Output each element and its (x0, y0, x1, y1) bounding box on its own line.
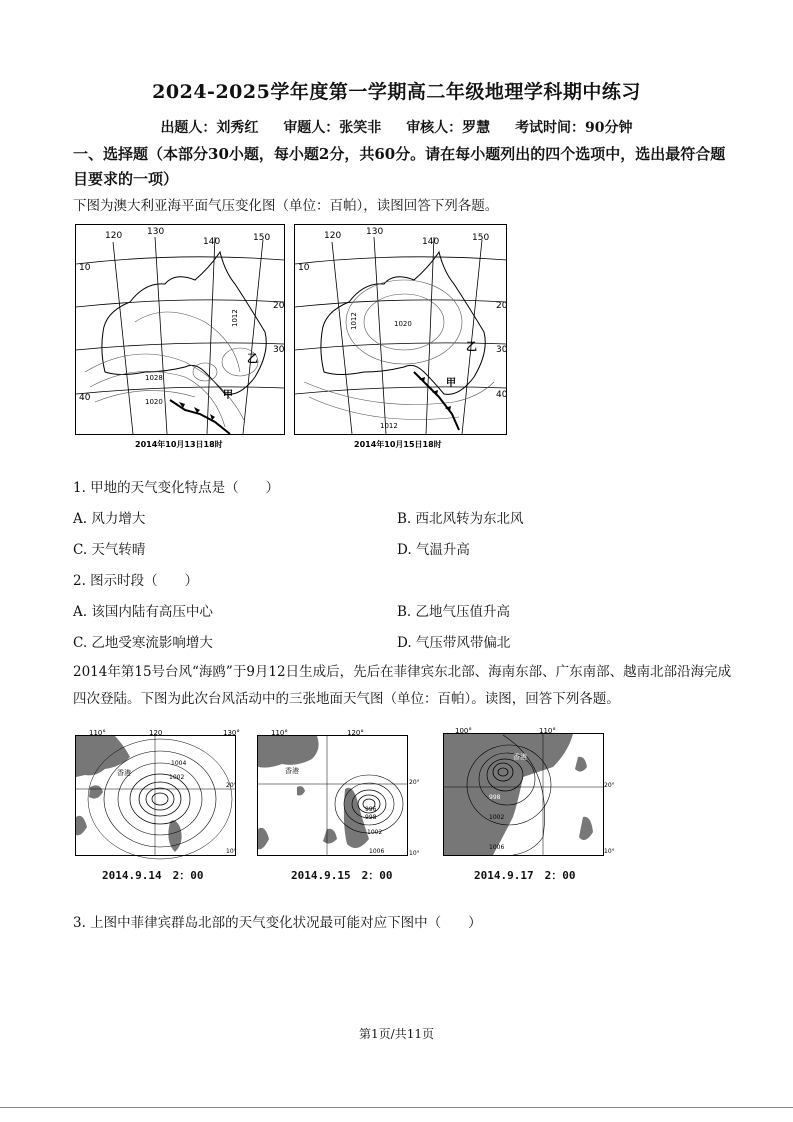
map-date: 2014年10月15日18时 (354, 440, 442, 449)
lon-label: 110° (539, 727, 556, 735)
lon-label: 120 (149, 729, 163, 737)
isobar-label: 998 (489, 794, 501, 801)
intro-paragraph-2: 2014年第15号台风“海鸥”于9月12日生成后，先后在菲律宾东北部、海南东部、广东南部、越南北部沿海完成四次登陆。下图为此次台风活动中的三张地面天气图（单位：百帕）。读图，回答下列各题。 (73, 664, 732, 707)
typhoon-map-0914 (75, 727, 241, 862)
lat-label: 10° (226, 848, 237, 855)
q1-option-a[interactable]: A. 风力增大 (73, 511, 146, 527)
page-number: 第1页/共11页 (359, 1027, 434, 1041)
q2-option-a[interactable]: A. 该国内陆有高压中心 (73, 604, 213, 620)
lon-label: 110° (89, 729, 106, 737)
lat-label: 10° (604, 848, 615, 855)
q2-option-d[interactable]: D. 气压带风带偏北 (397, 635, 511, 651)
lat-20: 20 (496, 301, 508, 311)
q2-option-c[interactable]: C. 乙地受寒流影响增大 (73, 635, 213, 651)
place-label: 香港 (285, 767, 299, 775)
lat-40: 40 (496, 390, 508, 400)
lon-label: 100° (455, 727, 472, 735)
lon-150: 150 (472, 233, 490, 243)
point-jia: 甲 (446, 378, 456, 389)
isobar-label: 1012 (380, 422, 398, 430)
lon-130: 130 (366, 227, 384, 237)
lon-140: 140 (422, 237, 440, 247)
isobar-label: 1002 (169, 774, 185, 781)
lon-150: 150 (253, 233, 271, 243)
isobar-label: 1012 (231, 309, 239, 327)
q1-option-c[interactable]: C. 天气转晴 (73, 542, 146, 558)
lat-label: 10° (409, 850, 420, 857)
page-title: 2024-2025学年度第一学期高二年级地理学科期中练习 (152, 81, 641, 103)
q1-option-b[interactable]: B. 西北风转为东北风 (397, 511, 524, 527)
isobar-label: 1002 (489, 814, 505, 821)
typhoon-caption-0914: 2014.9.14 2：00 (102, 869, 204, 882)
pressure-map-oct13 (75, 222, 285, 452)
author-line (0, 117, 793, 137)
point-yi: 乙 (247, 352, 258, 365)
lat-label: 20° (226, 782, 237, 789)
q1-option-d[interactable]: D. 气温升高 (397, 542, 470, 558)
typhoon-caption-0915: 2014.9.15 2：00 (291, 869, 393, 882)
lat-10: 10 (298, 263, 310, 273)
place-label: 香港 (513, 753, 527, 761)
question-2-stem: 2. 图示时段（ ） (73, 573, 199, 589)
isobar-label: 1020 (145, 398, 163, 406)
typhoon-map-0917 (443, 727, 613, 862)
q2-option-b[interactable]: B. 乙地气压值升高 (397, 604, 511, 620)
isobar-label: 1020 (394, 320, 412, 328)
pressure-map-oct15 (294, 222, 508, 452)
isobar-label: 998 (365, 814, 377, 821)
question-1-stem: 1. 甲地的天气变化特点是（ ） (73, 480, 280, 496)
isobar-label: 1028 (145, 374, 163, 382)
lon-label: 120° (347, 729, 364, 737)
lon-140: 140 (203, 237, 221, 247)
intro-paragraph-1: 下图为澳大利亚海平面气压变化图（单位：百帕），读图回答下列各题。 (73, 198, 499, 214)
point-yi: 乙 (466, 340, 477, 353)
isobar-label: 1004 (171, 760, 187, 767)
lon-130: 130 (147, 227, 165, 237)
lat-label: 20° (604, 782, 615, 789)
isobar-label: 1012 (350, 312, 358, 330)
place-label: 香港 (117, 769, 131, 777)
isobar-label: 1002 (367, 829, 383, 836)
section-heading: 一、选择题（本部分30小题，每小题2分，共60分。请在每小题列出的四个选项中，选出最符合题目要求的一项） (73, 145, 726, 188)
typhoon-map-0915 (257, 729, 423, 864)
map-date: 2014年10月13日18时 (135, 440, 223, 449)
reviewer: 审题人：张笑非 (283, 120, 382, 136)
checker: 审核人：罗慧 (406, 120, 491, 136)
typhoon-caption-0917: 2014.9.17 2：00 (474, 869, 576, 882)
lat-20: 20 (273, 301, 285, 311)
isobar-label: 996 (365, 806, 377, 813)
bottom-divider (0, 1107, 793, 1108)
lat-label: 20° (409, 779, 420, 786)
lon-120: 120 (105, 231, 123, 241)
lat-40: 40 (79, 393, 91, 403)
setter: 出题人：刘秀红 (160, 120, 259, 136)
lon-label: 130° (223, 729, 240, 737)
point-jia: 甲 (223, 390, 233, 401)
isobar-label: 1006 (489, 844, 505, 851)
lon-120: 120 (324, 231, 342, 241)
isobar-label: 1006 (369, 848, 385, 855)
lat-10: 10 (79, 263, 91, 273)
question-3-stem: 3. 上图中菲律宾群岛北部的天气变化状况最可能对应下图中（ ） (73, 915, 482, 931)
lat-30: 30 (496, 345, 508, 355)
lat-30: 30 (273, 345, 285, 355)
lon-label: 110° (271, 729, 288, 737)
exam-time: 考试时间：90分钟 (515, 120, 633, 136)
